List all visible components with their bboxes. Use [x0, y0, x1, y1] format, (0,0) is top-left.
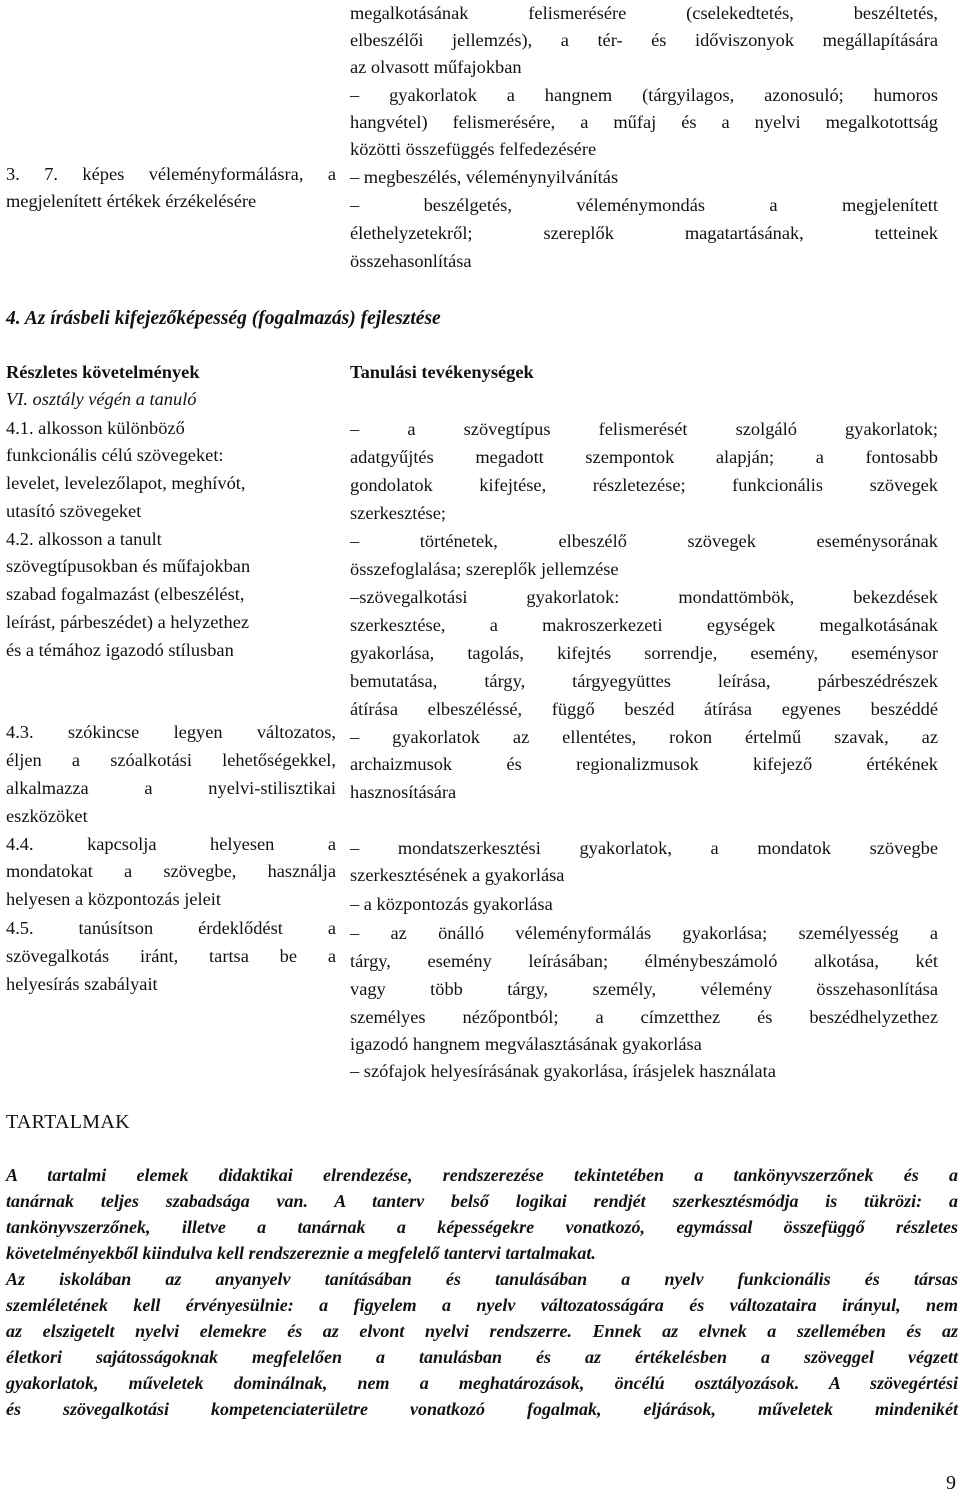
content-line: tanárnak teljes szabadsága van. A tanterv belső logikai rendjét szerkesztésmódja is tükrözi: a: [6, 1191, 958, 1211]
activity-line: személyes nézőpontból; a címzetthez és beszédhelyzethez: [350, 1007, 938, 1027]
requirement-line: helyesírás szabályait: [6, 974, 158, 994]
activity-line: – megbeszélés, véleménynyilvánítás: [350, 167, 619, 187]
requirement-line: 4.2. alkosson a tanult: [6, 529, 162, 549]
tartalmak-heading: TARTALMAK: [6, 1111, 130, 1133]
activity-line: összefoglalása; szereplők jellemzése: [350, 559, 619, 579]
content-line: szemléletének kell érvényesülnie: a figyelem a nyelv változatosságára és változataira irányul, nem: [6, 1295, 958, 1315]
activity-line: gondolatok kifejtése, részletezése; funkcionális szövegek: [350, 475, 938, 495]
activity-line: tárgy, esemény leírásában; élménybeszámoló alkotása, két: [350, 951, 938, 971]
activity-line: összehasonlítása: [350, 251, 472, 271]
requirement-line: 4.5. tanúsítson érdeklődést a: [6, 918, 336, 938]
activity-line: – gyakorlatok a hangnem (tárgyilagos, azonosuló; humoros: [350, 85, 938, 105]
activity-line: szerkesztésének a gyakorlása: [350, 865, 565, 885]
activity-line: – az önálló véleményformálás gyakorlása; személyesség a: [350, 923, 938, 943]
requirement-line: eszközöket: [6, 806, 88, 826]
activity-line: – gyakorlatok az ellentétes, rokon értelmű szavak, az: [350, 727, 938, 747]
requirement-line: 4.1. alkosson különböző: [6, 418, 185, 438]
activity-line: megalkotásának felismerésére (cselekedtetés, beszéltetés,: [350, 3, 938, 23]
activity-line: hasznosítására: [350, 782, 457, 802]
requirement-line: éljen a szóalkotási lehetőségekkel,: [6, 750, 336, 770]
section-heading: 4. Az írásbeli kifejezőképesség (fogalmazás) fejlesztése: [6, 308, 441, 329]
content-line: életkori sajátosságoknak megfelelően a tanulásban és az értékelésben a szöveggel végzett: [6, 1347, 958, 1367]
content-line: és szövegalkotási kompetenciaterületre vonatkozó fogalmak, eljárások, műveletek mindenikét: [6, 1399, 958, 1419]
activities-header: Tanulási tevékenységek: [350, 362, 534, 382]
requirement-line: szabad fogalmazást (elbeszélést,: [6, 584, 245, 604]
requirements-subheader: VI. osztály végén a tanuló: [6, 389, 197, 409]
content-line: az elszigetelt nyelvi elemekre és az elvont nyelvi rendszerre. Ennek az elvnek a szellemében és az: [6, 1321, 958, 1341]
activity-line: adatgyűjtés megadott szempontok alapján; a fontosabb: [350, 447, 938, 467]
activity-line: vagy több tárgy, személy, vélemény összehasonlítása: [350, 979, 938, 999]
activity-line: élethelyzetekről; szereplők magatartásának, tetteinek: [350, 223, 938, 243]
activity-line: átírása elbeszéléssé, függő beszéd átírása egyenes beszéddé: [350, 699, 938, 719]
requirement-line: 3. 7. képes véleményformálásra, a: [6, 164, 336, 184]
activity-line: közötti összefüggés felfedezésére: [350, 139, 597, 159]
requirement-line: és a témához igazodó stílusban: [6, 640, 234, 660]
activity-line: hangvétel) felismerésére, a műfaj és a nyelvi megalkotottság: [350, 112, 938, 132]
requirement-line: 4.3. szókincse legyen változatos,: [6, 722, 336, 742]
activity-line: igazodó hangnem megválasztásának gyakorlása: [350, 1034, 702, 1054]
content-line: Az iskolában az anyanyelv tanításában és tanulásában a nyelv funkcionális és társas: [6, 1269, 958, 1289]
activity-line: – a központozás gyakorlása: [350, 894, 553, 914]
content-line: követelményekből kiindulva kell rendszereznie a megfelelő tantervi tartalmakat.: [6, 1243, 596, 1263]
requirement-line: 4.4. kapcsolja helyesen a: [6, 834, 336, 854]
requirement-line: mondatokat a szövegbe, használja: [6, 861, 336, 881]
activity-line: elbeszélői jellemzés), a tér- és időviszonyok megállapítására: [350, 30, 938, 50]
requirement-line: leírást, párbeszédet) a helyzethez: [6, 612, 250, 632]
activity-line: – szófajok helyesírásának gyakorlása, írásjelek használata: [350, 1061, 776, 1081]
activity-line: gyakorlása, tagolás, kifejtés sorrendje, esemény, eseménysor: [350, 643, 938, 663]
activity-line: – történetek, elbeszélő szövegek eseménysorának: [350, 531, 938, 551]
activity-line: – beszélgetés, véleménymondás a megjelenített: [350, 195, 938, 215]
activity-line: szerkesztése;: [350, 503, 446, 523]
content-line: tankönyvszerzőnek, illetve a tanárnak a képességekre vonatkozó, egymással összefüggő részletes: [6, 1217, 958, 1237]
requirement-line: szövegtípusokban és műfajokban: [6, 556, 251, 576]
content-line: A tartalmi elemek didaktikai elrendezése, rendszerezése tekintetében a tankönyvszerzőnek és a: [6, 1165, 958, 1185]
requirement-line: helyesen a központozás jeleit: [6, 889, 221, 909]
activity-line: bemutatása, tárgy, tárgyegyüttes leírása, párbeszédrészek: [350, 671, 938, 691]
activity-line: az olvasott műfajokban: [350, 57, 522, 77]
activity-line: –szövegalkotási gyakorlatok: mondattömbök, bekezdések: [350, 587, 938, 607]
requirement-line: funkcionális célú szövegeket:: [6, 445, 224, 465]
requirement-line: szövegalkotás iránt, tartsa be a: [6, 946, 336, 966]
requirements-header: Részletes követelmények: [6, 362, 200, 382]
requirement-line: levelet, levelezőlapot, meghívót,: [6, 473, 246, 493]
requirement-line: alkalmazza a nyelvi-stilisztikai: [6, 778, 336, 798]
page-number: 9: [946, 1472, 956, 1494]
requirement-line: utasító szövegeket: [6, 501, 142, 521]
activity-line: – a szövegtípus felismerését szolgáló gyakorlatok;: [350, 419, 938, 439]
activity-line: archaizmusok és regionalizmusok kifejező értékének: [350, 754, 938, 774]
activity-line: – mondatszerkesztési gyakorlatok, a mondatok szövegbe: [350, 838, 938, 858]
activity-line: szerkesztése, a makroszerkezeti egységek megalkotásának: [350, 615, 938, 635]
requirement-line: megjelenített értékek érzékelésére: [6, 191, 257, 211]
content-line: gyakorlatok, műveletek dominálnak, nem a meghatározások, öncélú osztályozások. A szövegértési: [6, 1373, 958, 1393]
